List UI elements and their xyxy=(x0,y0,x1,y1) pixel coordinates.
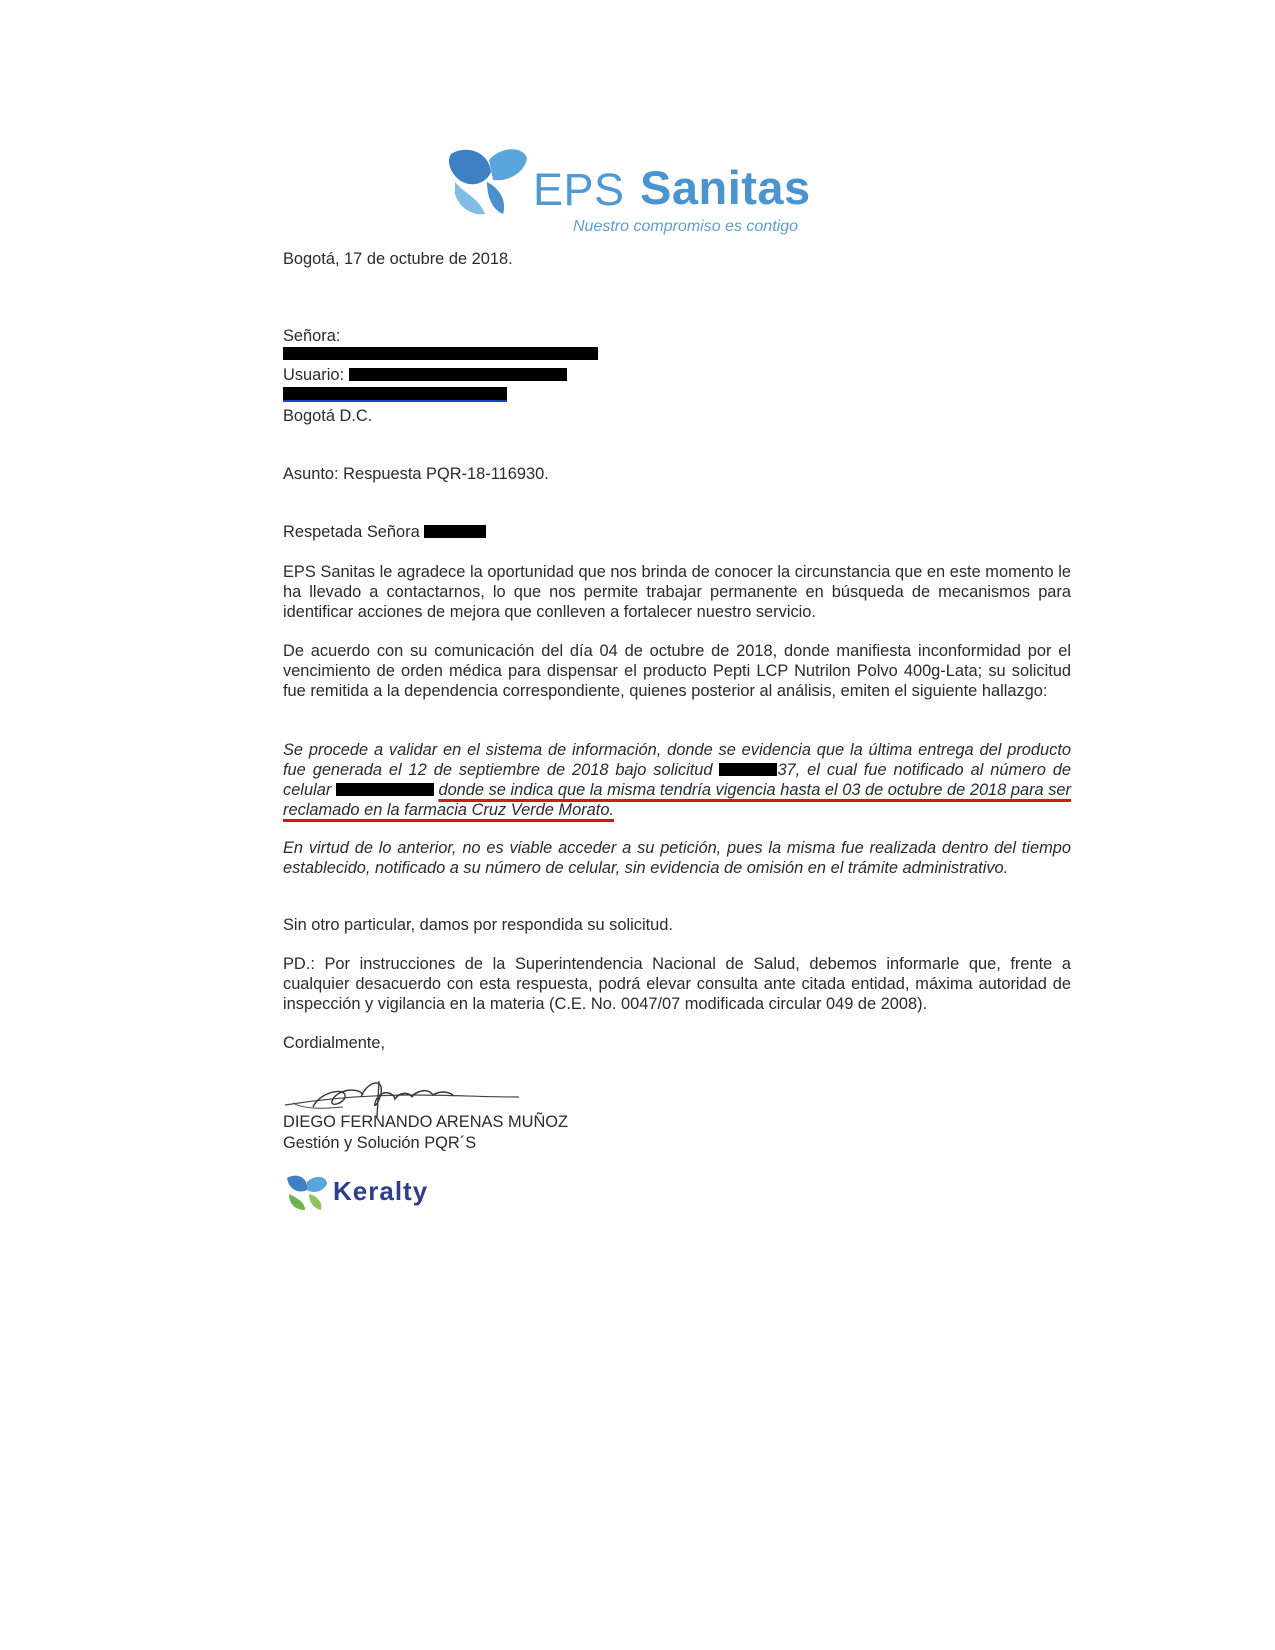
subject-line: Asunto: Respuesta PQR-18-116930. xyxy=(283,465,549,483)
paragraph-context: De acuerdo con su comunicación del día 04 de octubre de 2018, donde manifiesta inconformidad por el vencimiento de orden médica para dispensar el producto Pepti LCP Nutrilon Polvo 400g-Lata; su solicitud fue remitida a la dependencia correspondiente, quienes posterior al análisis, emiten el siguiente hallazgo: xyxy=(283,642,1071,700)
paragraph-postscript: PD.: Por instrucciones de la Superintendencia Nacional de Salud, debemos informarle que, frente a cualquier desacuerdo con esta respuesta, podrá elevar consulta ante citada entidad, máxima autoridad de inspección y vigilancia en la materia (C.E. No. 0047/07 modificada circular 049 de 2008). xyxy=(283,955,1071,1013)
redacted-user-name xyxy=(349,368,567,381)
logo-eps-text: EPS xyxy=(533,164,625,215)
finding-text-b: 37, el cual fue notificado al número de celular xyxy=(283,761,1071,799)
redacted-greeting-name xyxy=(424,525,486,538)
signer-name: DIEGO FERNANDO ARENAS MUÑOZ xyxy=(283,1113,569,1131)
user-label: Usuario: xyxy=(283,366,345,384)
email-underline xyxy=(283,400,507,402)
eps-sanitas-logo xyxy=(445,142,845,242)
redacted-request-number xyxy=(719,763,777,776)
redacted-recipient-name xyxy=(283,347,598,360)
logo-sanitas-text: Sanitas xyxy=(640,161,811,214)
redacted-email xyxy=(283,387,507,400)
city: Bogotá D.C. xyxy=(283,407,373,425)
greeting: Respetada Señora xyxy=(283,523,420,541)
greeting-line xyxy=(283,522,486,542)
paragraph-intro: EPS Sanitas le agradece la oportunidad que nos brinda de conocer la circunstancia que en este momento le ha llevado a contactarnos, lo que nos permite trabajar permanente en búsqueda de mecanismos para identificar acciones de mejora que conlleven a fortalecer nuestro servicio. xyxy=(283,563,1071,621)
butterfly-logo-icon xyxy=(445,142,530,222)
place-date: Bogotá, 17 de octubre de 2018. xyxy=(283,250,513,268)
paragraph-conclusion: En virtud de lo anterior, no es viable acceder a su petición, pues la misma fue realizada dentro del tiempo establecido, notificado a su número de celular, sin evidencia de omisión en el trámite administrativo. xyxy=(283,839,1071,877)
paragraph-finding xyxy=(283,740,1071,820)
logo-tagline: Nuestro compromiso es contigo xyxy=(573,218,798,235)
keralty-logo xyxy=(283,1172,473,1214)
signer-role: Gestión y Solución PQR´S xyxy=(283,1134,477,1152)
keralty-wordmark: Keralty xyxy=(333,1176,429,1206)
redacted-phone-number xyxy=(336,783,434,796)
keralty-butterfly-icon xyxy=(283,1172,331,1212)
finding-text-a: Se procede a validar en el sistema de información, donde se evidencia que la última entrega del producto fue generada el 12 de septiembre de 2018 bajo solicitud xyxy=(283,741,1071,779)
paragraph-closing-statement: Sin otro particular, damos por respondida su solicitud. xyxy=(283,916,673,934)
finding-underlined-text: donde se indica que la misma tendría vigencia hasta el 03 de octubre de 2018 para ser reclamado en la farmacia Cruz Verde Morato. xyxy=(283,781,1071,819)
salutation-label: Señora: xyxy=(283,327,341,345)
user-line xyxy=(283,365,567,385)
closing: Cordialmente, xyxy=(283,1034,386,1052)
